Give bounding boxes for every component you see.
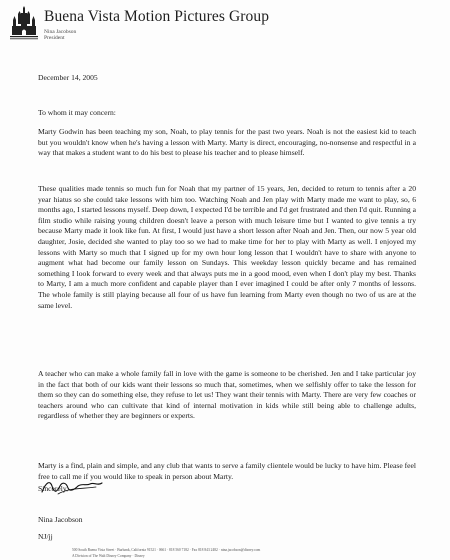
typist-initials: NJ/jj xyxy=(38,532,53,541)
handwritten-signature xyxy=(38,474,108,500)
closing: Sincerely, xyxy=(38,484,69,493)
sender-title: President xyxy=(44,35,65,41)
salutation: To whom it may concern: xyxy=(38,108,116,117)
sender-name: Nina Jacobson xyxy=(44,29,77,35)
footer-division: A Division of The Walt Disney Company · Disney xyxy=(72,554,145,558)
letter-date: December 14, 2005 xyxy=(38,73,98,82)
body-paragraph: These qualities made tennis so much fun for Noah that my partner of 15 years, Jen, decided to return to tennis after a 20 year hiatus so she could take lessons with him too. Watching Noah and Jen play with Marty made me want to play, so, 6 months ago, I started lessons myself. Deep down, I expected I'd be terrible and I'd get frustrated and then I'd quit. Running a film studio while raising young children doesn't leave a person with much leisure time but I wanted to give tennis a try because Marty made it look like fun. At first, I would just have a short lesson after Noah and Jen. Then, our now 5 year old daughter, Josie, decided she wanted to play too so we had to make time for her to play with Marty as well. I enjoyed my lessons with Marty so much that I signed up for my own hour long lesson that I wouldn't have to share with anyone to augment what had become our family lesson on Sundays. This weekday lesson quickly became and has remained something I look forward to every week and that always puts me in a good mood, even when I don't play my best. Thanks to Marty, I am a much more confident and capable player than I ever imagined I could be after only 7 months of lessons. The whole family is still playing because all four of us have fun learning from Marty even though no two of us are at the same level. xyxy=(38,184,416,310)
body-paragraph: Marty Godwin has been teaching my son, Noah, to play tennis for the past two years. Noah is not the easiest kid to teach but you wouldn't know when he's having a lesson with Marty. Marty is direct, encouraging, no-nonsense and respectful in a way that makes a student want to do his best to please his teacher and to please himself. xyxy=(38,127,416,158)
letterhead-sender xyxy=(44,29,76,41)
castle-logo-icon xyxy=(10,6,38,40)
body-paragraph: Marty is a find, plain and simple, and any club that wants to serve a family clientele would be lucky to have him. Please feel free to call me if you would like to speak in person about Marty. xyxy=(38,461,416,481)
footer-address: 500 South Buena Vista Street · Burbank, California 91521 · 0661 · 818 560 7182 · Fax 818 843 2482 · nina.jacobson@disney.com xyxy=(72,548,261,552)
signer-name: Nina Jacobson xyxy=(38,515,83,524)
body-paragraph: A teacher who can make a whole family fall in love with the game is someone to be cherished. Jen and I take particular joy in the fact that both of our kids want their lessons so much that, sometimes, when we selfishly offer to take the lesson for them so they can do something else, they refuse to let us! They want their tennis with Marty. There are very few coaches or teachers around who can cultivate that kind of internal motivation in kids while still being able to challenge adults, regardless of whether they are beginners or experts. xyxy=(38,369,416,421)
company-name: Buena Vista Motion Pictures Group xyxy=(44,8,270,25)
